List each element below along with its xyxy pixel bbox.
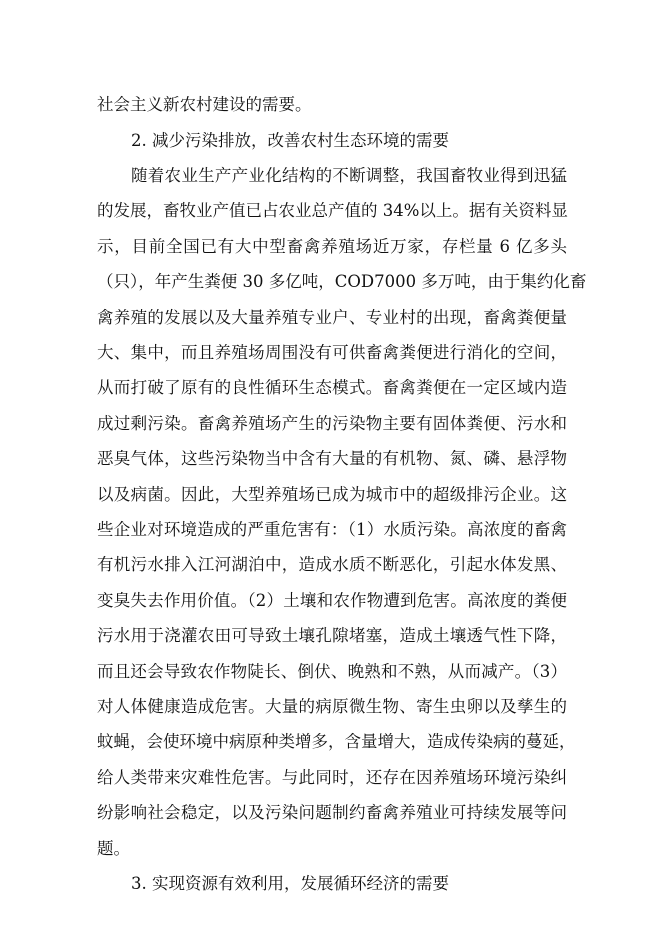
- section-heading-2: 2. 减少污染排放，改善农村生态环境的需要: [131, 131, 449, 150]
- paragraph-line: 些企业对环境造成的严重危害有：（1）水质污染。高浓度的畜禽: [97, 520, 567, 539]
- paragraph-line: 而且还会导致农作物陡长、倒伏、晚熟和不熟，从而减产。（3）: [97, 662, 567, 681]
- paragraph-line: 纷影响社会稳定，以及污染问题制约畜禽养殖业可持续发展等问: [97, 803, 567, 822]
- paragraph-line: 社会主义新农村建设的需要。: [97, 95, 312, 114]
- paragraph-line: 蚊蝇，会使环境中病原种类增多，含量增大，造成传染病的蔓延，: [97, 732, 576, 751]
- paragraph-line: 题。: [97, 839, 130, 858]
- section-heading-3: 3. 实现资源有效利用，发展循环经济的需要: [131, 874, 449, 893]
- paragraph-line: 变臭失去作用价值。（2）土壤和农作物遭到危害。高浓度的粪便: [97, 591, 567, 610]
- paragraph-line: 污水用于浇灌农田可导致土壤孔隙堵塞，造成土壤透气性下降，: [97, 626, 567, 645]
- paragraph-line: （只），年产生粪便 30 多亿吨，COD7000 多万吨，由于集约化畜: [97, 272, 587, 291]
- paragraph-line: 示，目前全国已有大中型畜禽养殖场近万家，存栏量 6 亿多头: [97, 237, 567, 256]
- paragraph-line: 恶臭气体，这些污染物当中含有大量的有机物、氮、磷、悬浮物: [97, 449, 567, 468]
- paragraph-line: 成过剩污染。畜禽养殖场产生的污染物主要有固体粪便、污水和: [97, 414, 567, 433]
- paragraph-line: 对人体健康造成危害。大量的病原微生物、寄生虫卵以及孳生的: [97, 697, 567, 716]
- paragraph-line: 给人类带来灾难性危害。与此同时，还存在因养殖场环境污染纠: [97, 768, 567, 787]
- paragraph-line: 从而打破了原有的良性循环生态模式。畜禽粪便在一定区域内造: [97, 378, 567, 397]
- paragraph-line: 大、集中，而且养殖场周围没有可供畜禽粪便进行消化的空间，: [97, 343, 567, 362]
- paragraph-line: 的发展，畜牧业产值已占农业总产值的 34%以上。据有关资料显: [97, 201, 568, 220]
- paragraph-line: 以及病菌。因此，大型养殖场已成为城市中的超级排污企业。这: [97, 485, 567, 504]
- paragraph-line: 有机污水排入江河湖泊中，造成水质不断恶化，引起水体发黑、: [97, 555, 567, 574]
- paragraph-line: 随着农业生产产业化结构的不断调整，我国畜牧业得到迅猛: [131, 166, 567, 185]
- paragraph-line: 禽养殖的发展以及大量养殖专业户、专业村的出现，畜禽粪便量: [97, 308, 567, 327]
